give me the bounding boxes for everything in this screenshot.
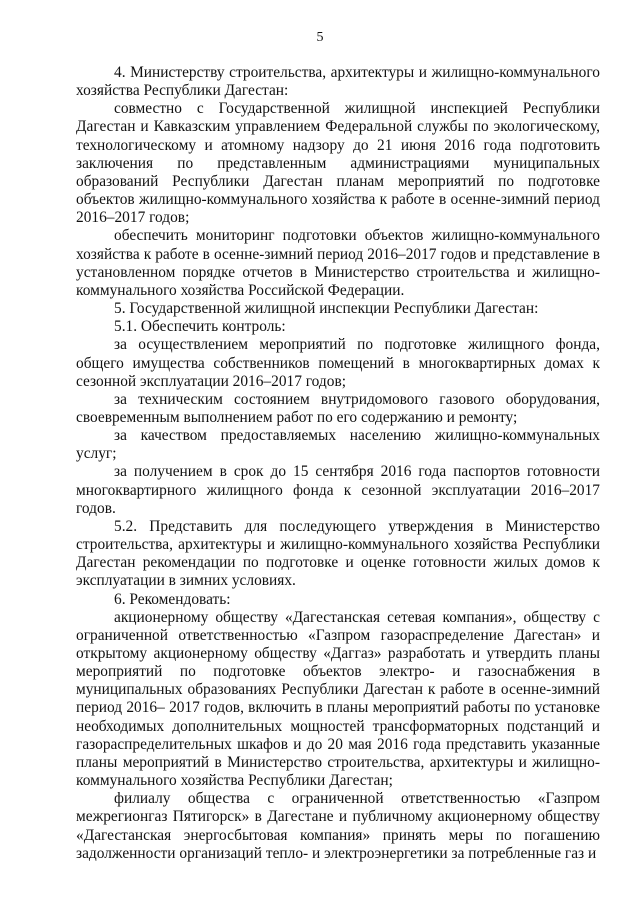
- document-body: [76, 64, 600, 863]
- page-number: 5: [316, 30, 324, 45]
- paragraph-item-5-2: 5.2. Представить для последующего утверждения в Министерство строительства, архитектуры и жилищно-коммунального хозяйства Республики Дагестан рекомендации по подготовке и оценке готовности жилых домов к эксплуатации в зимних условиях.: [76, 517, 600, 590]
- paragraph-recommend-branch: филиалу общества с ограниченной ответственностью «Газпром межрегионгаз Пятигорск» в Дагестане и публичному акционерному обществу «Дагестанская энергосбытовая компания» принять меры по погашению задолженности организаций тепло- и электроэнергетики за потребленные газ и: [76, 790, 600, 862]
- paragraph-item-4-2: обеспечить мониторинг подготовки объектов жилищно-коммунального хозяйства к работе в осенне-зимний период 2016–2017 годов и представление в установленном порядке отчетов в Министерство строительства и жилищно-коммунального хозяйства Российской Федерации.: [76, 227, 600, 299]
- paragraph-item-4-1: совместно с Государственной жилищной инспекцией Республики Дагестан и Кавказским управлением Федеральной службы по экологическому, технологическому и атомному надзору до 21 июня 2016 года подготовить заключения по представленным администрациями муниципальных образований Республики Дагестан планам мероприятий по подготовке объектов жилищно-коммунального хозяйства к работе в осенне-зимний период 2016–2017 годов;: [76, 100, 600, 227]
- paragraph-control-gas: за техническим состоянием внутридомового газового оборудования, своевременным выполнением работ по его содержанию и ремонту;: [76, 390, 600, 426]
- paragraph-item-4: 4. Министерству строительства, архитектуры и жилищно-коммунального хозяйства Республики Дагестан:: [76, 64, 600, 100]
- paragraph-control-housing: за осуществлением мероприятий по подготовке жилищного фонда, общего имущества собственников помещений в многоквартирных домах к сезонной эксплуатации 2016–2017 годов;: [76, 336, 600, 390]
- paragraph-item-5-1: 5.1. Обеспечить контроль:: [114, 318, 286, 336]
- paragraph-item-5: 5. Государственной жилищной инспекции Республики Дагестан:: [114, 300, 539, 318]
- paragraph-item-6: 6. Рекомендовать:: [114, 590, 231, 608]
- paragraph-recommend-companies: акционерному обществу «Дагестанская сетевая компания», обществу с ограниченной ответственностью «Газпром газораспределение Дагестан» и открытому акционерному обществу «Даггаз» разработать и утвердить планы мероприятий по подготовке объектов электро- и газоснабжения в муниципальных образованиях Республики Дагестан к работе в осенне-зимний период 2016– 2017 годов, включить в планы мероприятий работы по установке необходимых дополнительных мощностей трансформаторных подстанций и газораспределительных шкафов и до 20 мая 2016 года представить указанные планы мероприятий в Министерство строительства, архитектуры и жилищно-коммунального хозяйства Республики Дагестан;: [76, 608, 600, 790]
- paragraph-control-quality: за качеством предоставляемых населению жилищно-коммунальных услуг;: [76, 427, 600, 463]
- paragraph-control-passports: за получением в срок до 15 сентября 2016 года паспортов готовности многоквартирного жилищного фонда к сезонной эксплуатации 2016–2017 годов.: [76, 463, 600, 517]
